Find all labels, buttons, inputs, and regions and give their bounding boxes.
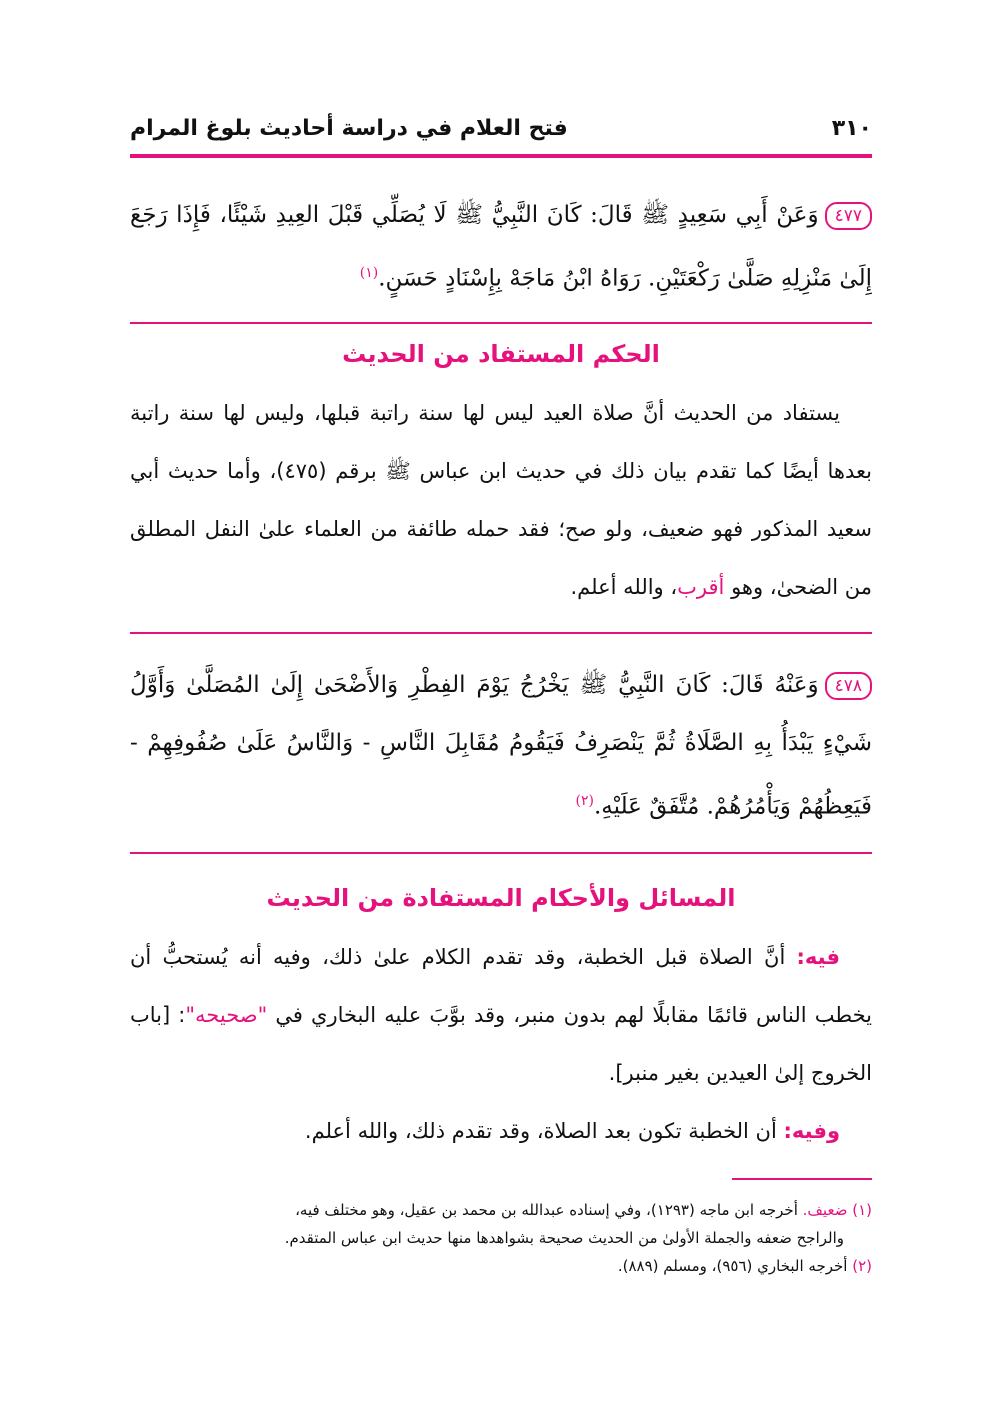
paragraph-text: أنَّ الصلاة قبل الخطبة، وقد تقدم الكلام علىٰ ذلك، وفيه أنه يُستحبُّ أن يخطب الناس قائمًا مقابلًا لهم بدون منبر، وقد بوَّبَ عليه البخاري في <box>130 945 872 1027</box>
paragraph-text: يستفاد من الحديث أنَّ صلاة العيد ليس لها سنة راتبة قبلها، وليس لها سنة راتبة بعدها أيضًا كما تقدم بيان ذلك في حديث ابن عباس ﷺ برقم (٤٧٥)، وأما حديث أبي سعيد المذكور فهو ضعيف، ولو صح؛ فقد حمله طائفة من العلماء علىٰ النفل المطلق من الضحىٰ، وهو <box>130 401 872 599</box>
hadith-number-badge: ٤٧٨ <box>825 672 872 700</box>
hadith-number-badge: ٤٧٧ <box>825 202 872 230</box>
quoted-title: "صحيحه" <box>185 1003 268 1027</box>
footnote-mark: (٢) <box>575 793 594 809</box>
issues-paragraph <box>130 928 872 1160</box>
footnote-1-mark: (١) <box>852 1201 872 1219</box>
footnotes <box>130 1196 872 1280</box>
header-rule <box>130 154 872 158</box>
book-title: فتح العلام في دراسة أحاديث بلوغ المرام <box>130 116 568 141</box>
wafihi-label: وفيه: <box>783 1119 840 1143</box>
divider <box>130 632 872 634</box>
paragraph-text: أن الخطبة تكون بعد الصلاة، وقد تقدم ذلك، والله أعلم. <box>304 1119 784 1143</box>
footnote-1-continuation: والراجح ضعفه والجملة الأولىٰ من الحديث صحيحة بشواهدها منها حديث ابن عباس المتقدم. <box>284 1229 844 1247</box>
paragraph-text-end: : [باب الخروج إلىٰ العيدين بغير منبر]. <box>130 1003 872 1085</box>
fihi-label: فيه: <box>796 945 840 969</box>
hadith-477 <box>130 186 872 308</box>
footnote-1-grade: ضعيف. <box>802 1201 848 1219</box>
section-heading: المسائل والأحكام المستفادة من الحديث <box>266 884 736 912</box>
running-header <box>130 112 872 152</box>
footnote-2-mark: (٢) <box>852 1257 872 1275</box>
divider <box>130 852 872 854</box>
page-number: ٣١٠ <box>831 116 872 141</box>
footnote-mark: (١) <box>359 265 379 281</box>
divider <box>130 322 872 324</box>
section-heading: الحكم المستفاد من الحديث <box>342 340 660 368</box>
footnote-1-text: أخرجه ابن ماجه (١٢٩٣)، وفي إسناده عبدالله بن محمد بن عقيل، وهو مختلف فيه، <box>295 1201 803 1219</box>
footnote-2-text: أخرجه البخاري (٩٥٦)، ومسلم (٨٨٩). <box>617 1257 853 1275</box>
hadith-text: وَعَنْ أَبِي سَعِيدٍ ﷺ قَالَ: كَانَ النَّبِيُّ ﷺ لَا يُصَلِّي قَبْلَ العِيدِ شَيْئًا، فَإِذَا رَجَعَ إِلَىٰ مَنْزِلِهِ صَلَّىٰ رَكْعَتَيْنِ. رَوَاهُ ابْنُ مَاجَهْ بِإِسْنَادٍ حَسَنٍ. <box>130 202 872 292</box>
footnote-rule <box>732 1178 872 1180</box>
hadith-text: وَعَنْهُ قَالَ: كَانَ النَّبِيُّ ﷺ يَخْرُجُ يَوْمَ الفِطْرِ وَالأَضْحَىٰ إِلَىٰ المُصَلَّىٰ وَأَوَّلُ شَيْءٍ يَبْدَأُ بِهِ الصَّلَاةُ ثُمَّ يَنْصَرِفُ فَيَقُومُ مُقَابِلَ النَّاسِ - وَالنَّاسُ عَلَىٰ صُفُوفِهِمْ - فَيَعِظُهُمْ وَيَأْمُرُهُمْ. مُتَّفَقٌ عَلَيْهِ. <box>130 672 872 820</box>
highlight-word: أقرب <box>677 575 725 599</box>
paragraph-text-end: ، والله أعلم. <box>570 575 678 599</box>
ruling-paragraph <box>130 384 872 616</box>
hadith-478 <box>130 656 872 836</box>
